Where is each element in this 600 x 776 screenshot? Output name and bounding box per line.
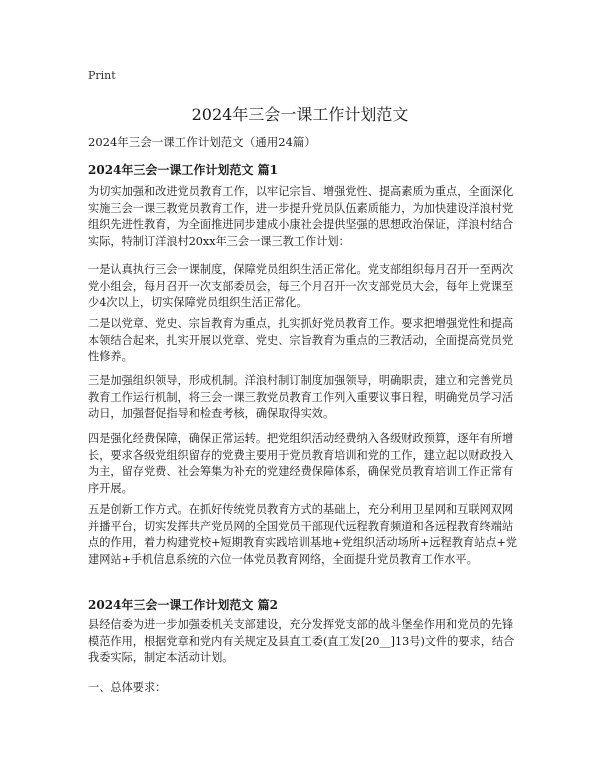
paragraph: 为切实加强和改进党员教育工作，以牢记宗旨、增强党性、提高素质为重点，全面深化实施三会一课三教党员教育工作，进一步提升党员队伍素质能力，为加快建设洋浪村党组织先进性教育，为全面推进同步建成小康社会提供坚强的思想政治保证，洋浪村结合实际，特制订洋浪村20xx年三会一课三教工作计划： (88, 185, 514, 248)
paragraph: 一、总体要求： (88, 681, 167, 694)
document-subtitle: 2024年三会一课工作计划范文（通用24篇） (88, 135, 316, 149)
paragraph: 县经信委为进一步加强委机关支部建设，充分发挥党支部的战斗堡垒作用和党员的先锋模范作用，根据党章和党内有关规定及县直工委(直工发[20__]13号)文件的要求，结合我委实际，制定本活动计划。 (88, 618, 515, 664)
paragraph: 四是强化经费保障，确保正常运转。把党组织活动经费纳入各级财政预算，逐年有所增长，要求各级党组织留存的党费主要用于党员教育培训和党的工作，建立起以财政投入为主，留存党费、社会筹集为补充的党建经费保障体系，确保党员教育培训工作正常有序开展。 (88, 432, 514, 495)
paragraph: 五是创新工作方式。在抓好传统党员教育方式的基础上，充分利用卫星网和互联网双网并播平台，切实发挥共产党员网的全国党员干部现代远程教育频道和各远程教育终端站点的作用，着力构建党校+短期教育实践培训基地+党组织活动场所+远程教育站点+党建网站+手机信息系统的六位一体党员教育网络，全面提升党员教育工作水平。 (88, 503, 518, 566)
paragraph: 一是认真执行三会一课制度，保障党员组织生活正常化。党支部组织每月召开一至两次党小组会，每月召开一次支部委员会，每三个月召开一次支部党员大会，每年上党课至少4次以上，切实保障党员组织生活正常化。 (88, 263, 514, 309)
print-label[interactable]: Print (88, 69, 116, 82)
paragraph: 二是以党章、党史、宗旨教育为重点，扎实抓好党员教育工作。要求把增强党性和提高本领结合起来，扎实开展以党章、党史、宗旨教育为重点的三教活动，全面提高党员党性修养。 (88, 317, 514, 363)
page-title: 2024年三会一课工作计划范文 (191, 105, 409, 124)
section-heading-2: 2024年三会一课工作计划范文 篇2 (88, 598, 278, 612)
paragraph: 三是加强组织领导，形成机制。洋浪村制订制度加强领导，明确职责，建立和完善党员教育工作运行机制，将三会一课三教党员教育工作列入重要议事日程，明确党员学习活动日，加强督促指导和检查考核，确保取得实效。 (88, 374, 514, 420)
section-heading-1: 2024年三会一课工作计划范文 篇1 (88, 163, 278, 177)
